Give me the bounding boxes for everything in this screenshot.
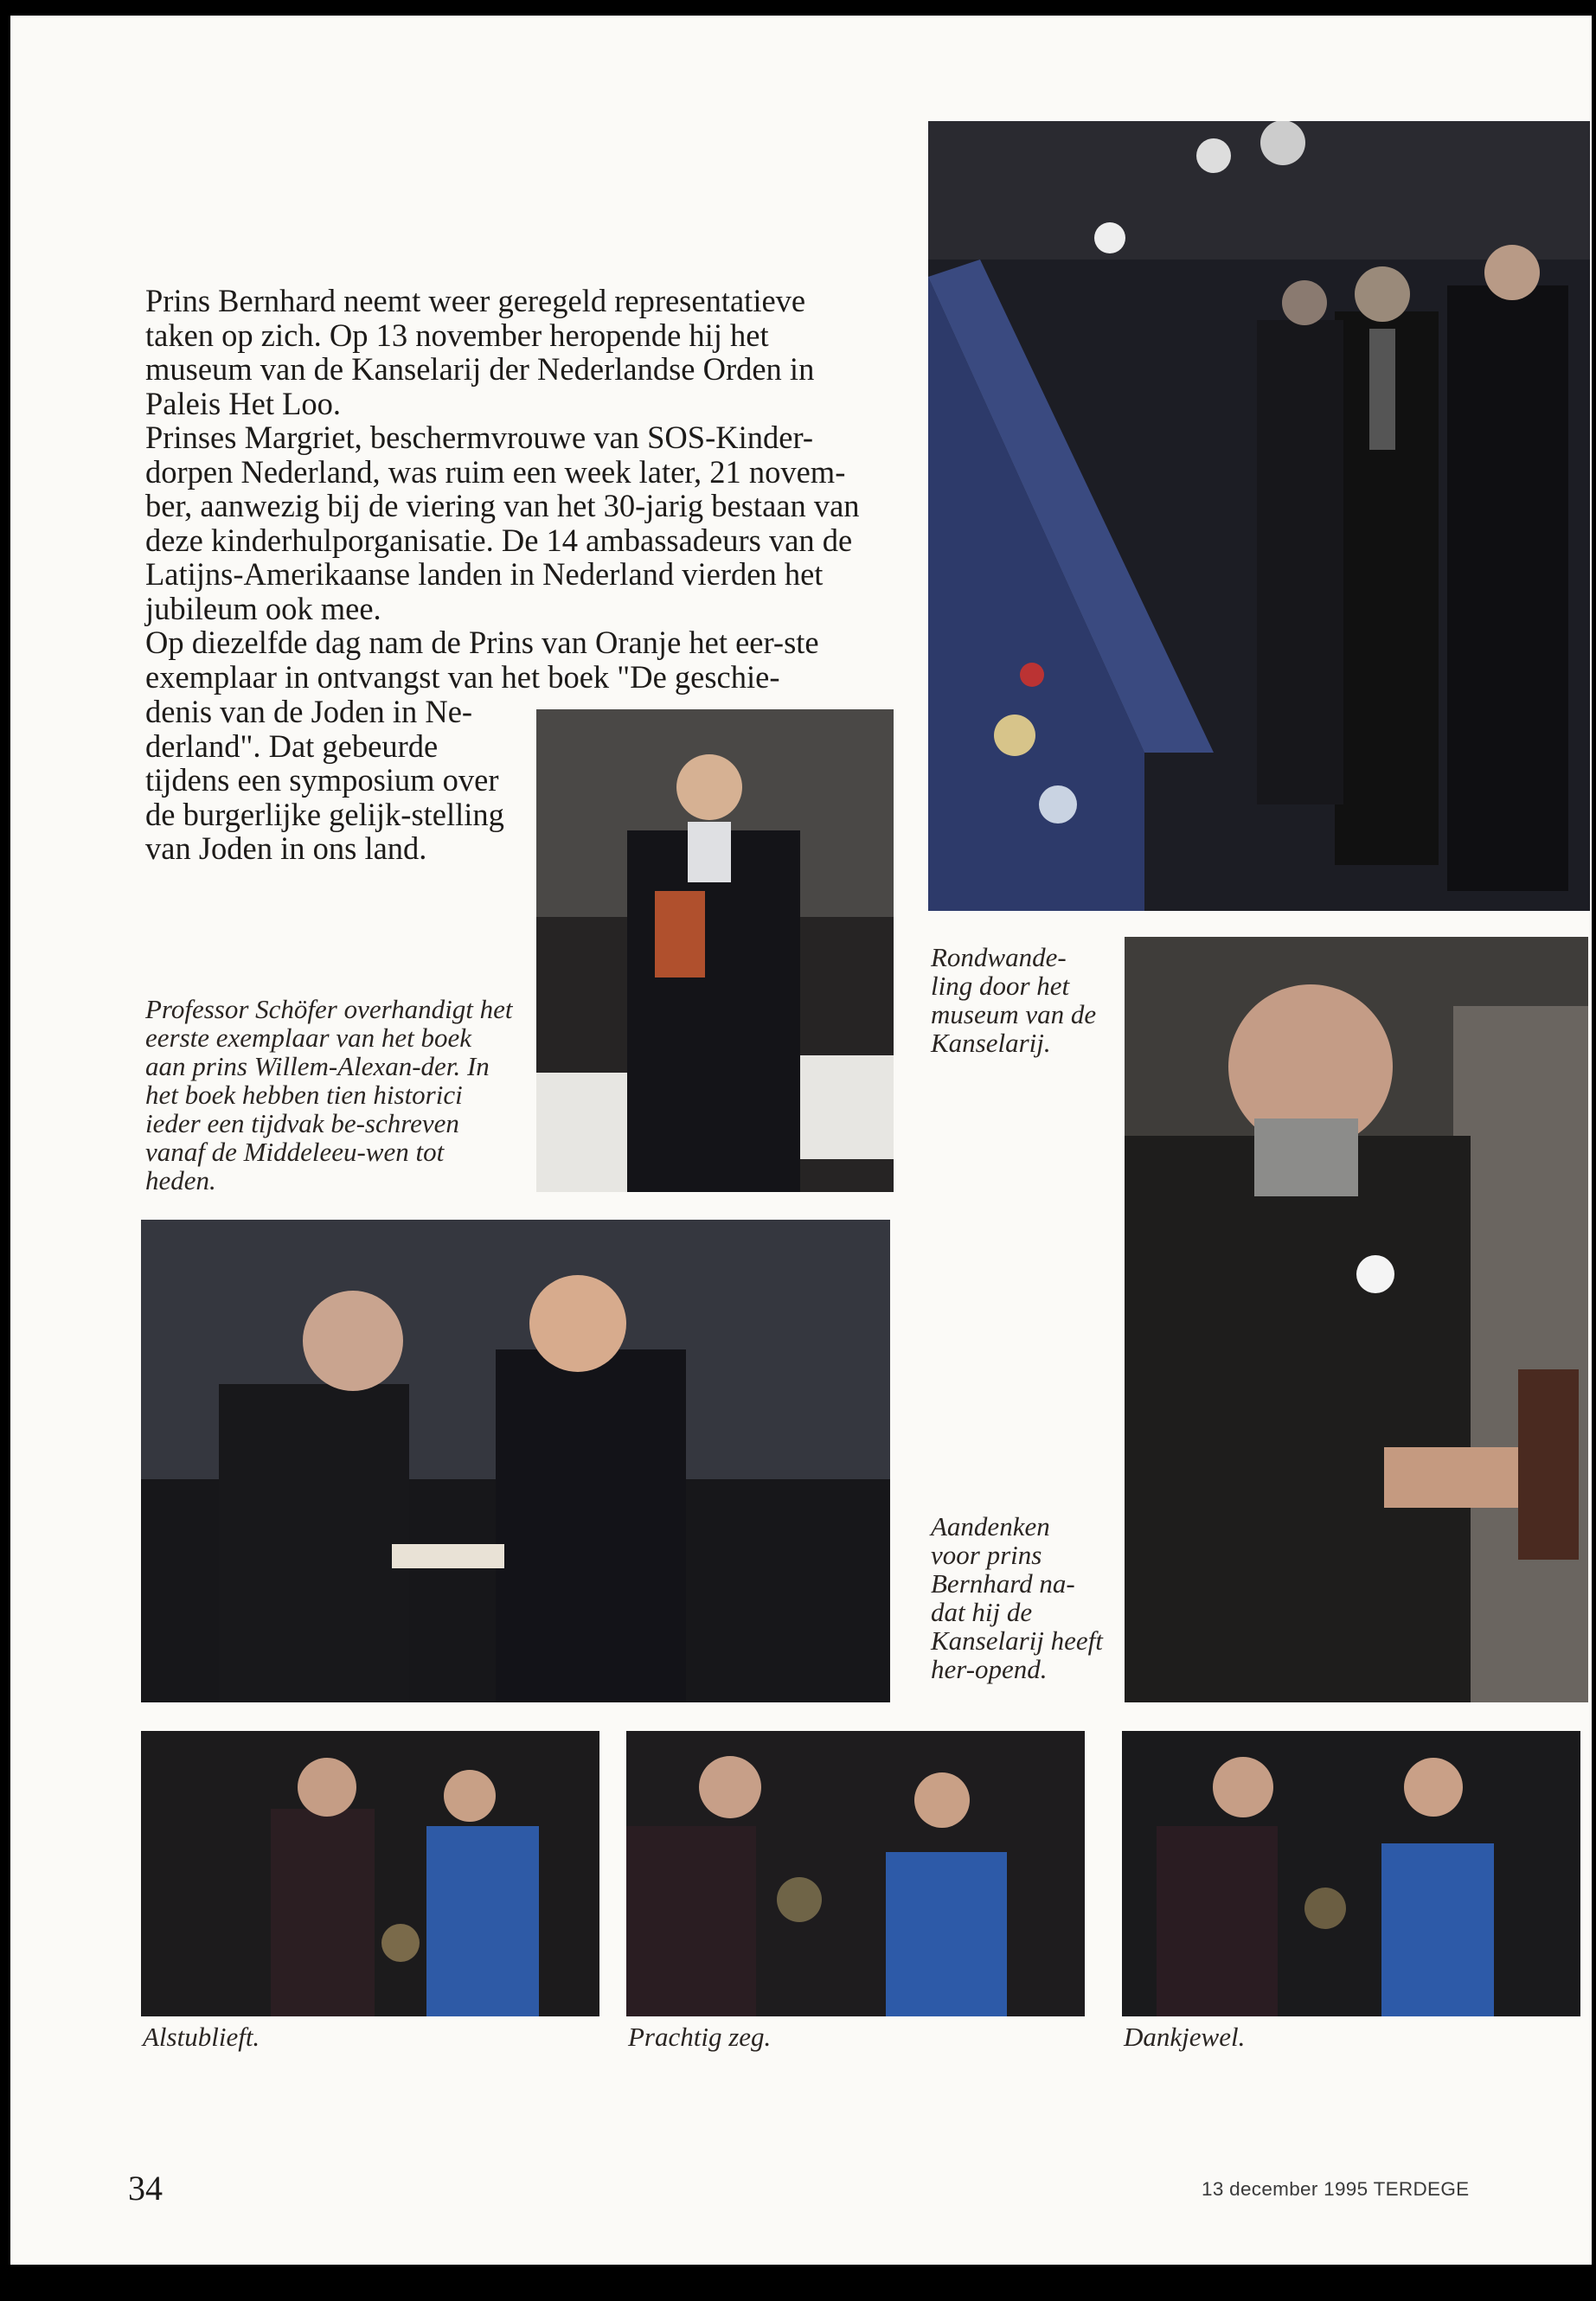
bottom-border: [0, 2265, 1596, 2301]
photo-strip-1: [141, 1731, 599, 2016]
paragraph-margriet: Prinses Margriet, beschermvrouwe van SOS-Kinder-dorpen Nederland, was ruim een week later, 21 novem-ber, aanwezig bij de viering van het 30-jarig bestaan van deze kinderhulporganisatie. De 14 ambassadeurs van de Latijns-Amerikaanse landen in Nederland vierden het jubileum ook mee.: [145, 420, 860, 626]
page-number: 34: [128, 2169, 163, 2208]
caption-book-handover: Professor Schöfer overhandigt het eerste exemplaar van het boek aan prins Willem-Alexan-der. In het boek hebben tien historici ieder een tijdvak be-schreven vanaf de Middeleeu-wen tot heden.: [145, 994, 513, 1195]
photo-handshake: [141, 1220, 890, 1702]
photo-strip-3: [1122, 1731, 1580, 2016]
paragraph-bernhard: Prins Bernhard neemt weer geregeld representatieve taken op zich. Op 13 november heropende hij het museum van de Kanselarij der Nederlandse Orden in Paleis Het Loo.: [145, 283, 815, 421]
paragraph-oranje-continued: denis van de Joden in Ne-derland". Dat gebeurde tijdens een symposium over de burgerlijke gelijk-stelling van Joden in ons land.: [145, 694, 504, 866]
photo-strip-2: [626, 1731, 1085, 2016]
caption-strip-1: Alstublieft.: [143, 2022, 260, 2052]
article-body-wrap: [145, 695, 509, 866]
photo-prince-with-book: [536, 709, 894, 1192]
issue-footer: 13 december 1995 TERDEGE: [1202, 2178, 1470, 2200]
photo-bernhard-souvenir: [1125, 937, 1588, 1702]
article-body: [145, 284, 881, 694]
caption-strip-3: Dankjewel.: [1124, 2022, 1246, 2052]
caption-souvenir: Aandenken voor prins Bernhard na-dat hij de Kanselarij heeft her-opend.: [931, 1511, 1103, 1684]
caption-strip-2: Prachtig zeg.: [628, 2022, 772, 2052]
caption-museum-walk: Rondwande-ling door het museum van de Kanselarij.: [931, 942, 1097, 1058]
paragraph-oranje: Op diezelfde dag nam de Prins van Oranje het eer-ste exemplaar in ontvangst van het boek "De geschie-: [145, 625, 819, 695]
photo-museum-showcase: [928, 121, 1590, 911]
